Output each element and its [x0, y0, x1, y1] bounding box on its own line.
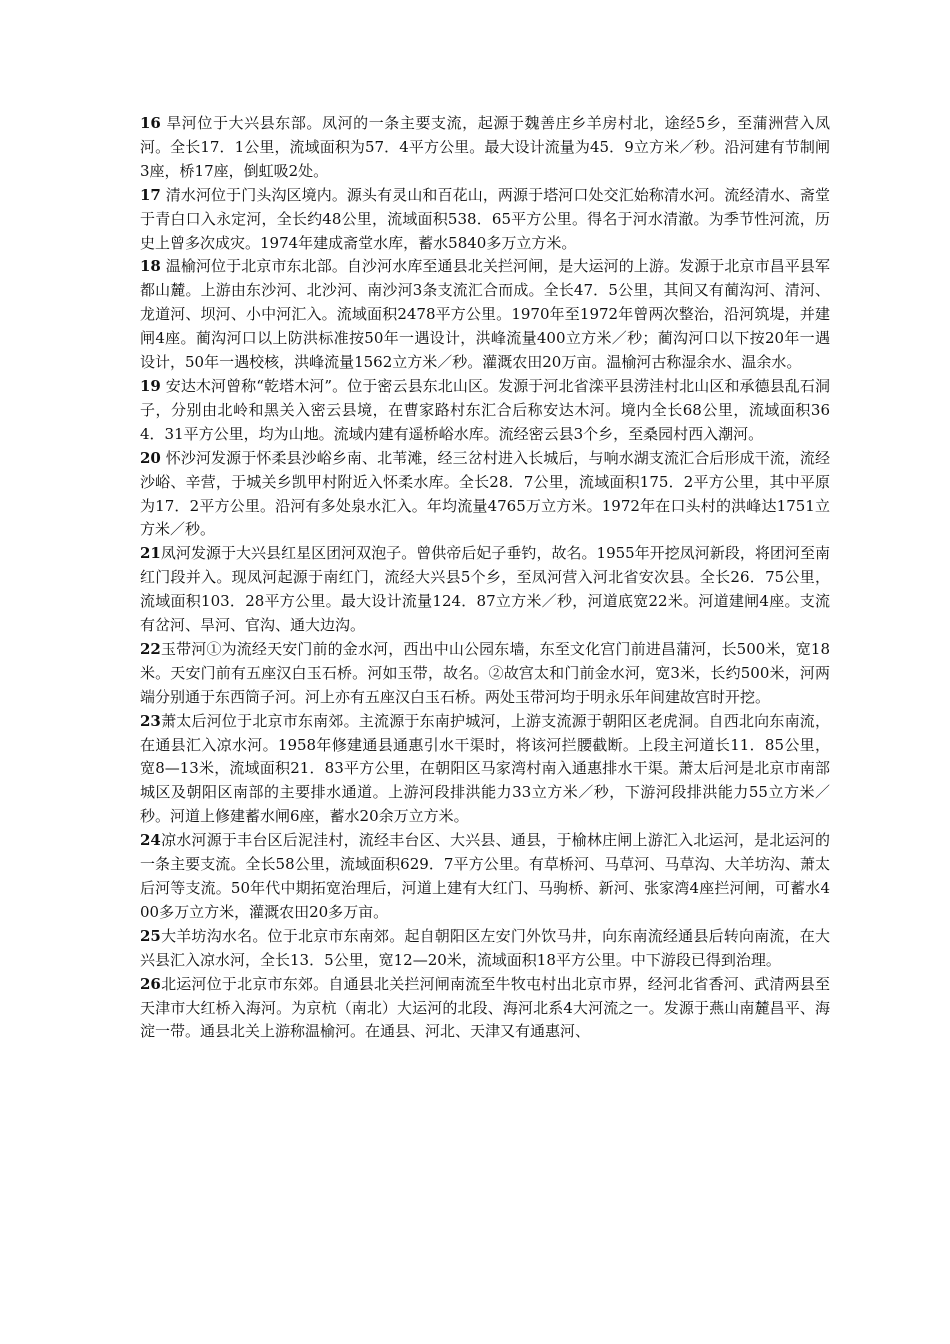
- entry-number: 23: [140, 711, 161, 730]
- entry-18: [140, 255, 830, 375]
- entry-text: 清水河位于门头沟区境内。源头有灵山和百花山，两源于塔河口处交汇始称清水河。流经清水、斋堂于青白口入永定河，全长约48公里，流域面积538．65平方公里。得名于河水清澈。为季节性河流，历史上曾多次成灾。1974年建成斋堂水库，蓄水5840多万立方米。: [140, 185, 830, 252]
- entry-26: [140, 973, 830, 1045]
- document-body: [140, 112, 830, 1044]
- entry-number: 26: [140, 974, 161, 993]
- entry-25: [140, 925, 830, 973]
- entry-19: [140, 375, 830, 447]
- entry-17: [140, 184, 830, 256]
- entry-text: 凤河发源于大兴县红星区团河双泡子。曾供帝后妃子垂钓，故名。1955年开挖凤河新段，将团河至南红门段并入。现凤河起源于南红门，流经大兴县5个乡，至凤河营入河北省安次县。全长26．75公里，流域面积103．28平方公里。最大设计流量124．87立方米／秒，河道底宽22米。河道建闸4座。支流有岔河、旱河、官沟、通大边沟。: [140, 544, 830, 635]
- entry-text: 温榆河位于北京市东北部。自沙河水库至通县北关拦河闸，是大运河的上游。发源于北京市昌平县军都山麓。上游由东沙河、北沙河、南沙河3条支流汇合而成。全长47．5公里，其间又有蔺沟河、清河、龙道河、坝河、小中河汇入。流域面积2478平方公里。1970年至1972年曾两次整治，沿河筑堤，并建闸4座。蔺沟河口以上防洪标准按50年一遇设计，洪峰流量400立方米／秒；蔺沟河口以下按20年一遇设计，50年一遇校核，洪峰流量1562立方米／秒。灌溉农田20万亩。温榆河古称湿余水、温余水。: [140, 257, 830, 372]
- entry-text: 北运河位于北京市东郊。自通县北关拦河闸南流至牛牧屯村出北京市界，经河北省香河、武清两县至天津市大红桥入海河。为京杭（南北）大运河的北段、海河北系4大河流之一。发源于燕山南麓昌平、海淀一带。通县北关上游称温榆河。在通县、河北、天津又有通惠河、: [140, 974, 830, 1041]
- entry-number: 21: [140, 544, 161, 563]
- entry-number: 24: [140, 831, 161, 850]
- entry-text: 旱河位于大兴县东部。凤河的一条主要支流，起源于魏善庄乡羊房村北，途经5乡，至蒲洲营入凤河。全长17．1公里，流域面积为57．4平方公里。最大设计流量为45．9立方米／秒。沿河建有节制闸3座，桥17座，倒虹吸2处。: [140, 114, 830, 180]
- entry-number: 16: [140, 114, 161, 132]
- entry-text: 怀沙河发源于怀柔县沙峪乡南、北苇滩，经三岔村进入长城后，与响水湖支流汇合后形成干流，流经沙峪、辛营，于城关乡凯甲村附近入怀柔水库。全长28．7公里，流域面积175．2平方公里，其中平原为17．2平方公里。沿河有多处泉水汇入。年均流量4765万立方米。1972年在口头村的洪峰达1751立方米／秒。: [140, 448, 830, 539]
- entry-number: 22: [140, 639, 161, 658]
- entry-text: 萧太后河位于北京市东南郊。主流源于东南护城河，上游支流源于朝阳区老虎洞。自西北向东南流，在通县汇入凉水河。1958年修建通县通惠引水干渠时，将该河拦腰截断。上段主河道长11．85公里，宽8—13米，流域面积21．83平方公里，在朝阳区马家湾村南入通惠排水干渠。萧太后河是北京市南部城区及朝阳区南部的主要排水通道。上游河段排洪能力33立方米／秒，下游河段排洪能力55立方米／秒。河道上修建蓄水闸6座，蓄水20余万立方米。: [140, 711, 830, 826]
- entry-16: [140, 112, 830, 184]
- entry-text: 凉水河源于丰台区后泥洼村，流经丰台区、大兴县、通县，于榆林庄闸上游汇入北运河，是北运河的一条主要支流。全长58公里，流域面积629．7平方公里。有草桥河、马草河、马草沟、大羊坊沟、萧太后河等支流。50年代中期拓宽治理后，河道上建有大红门、马驹桥、新河、张家湾4座拦河闸，可蓄水400多万立方米，灌溉农田20多万亩。: [140, 831, 830, 921]
- entry-text: 玉带河①为流经天安门前的金水河，西出中山公园东墙，东至文化宫门前进昌蒲河，长500米，宽18米。天安门前有五座汉白玉石桥。河如玉带，故名。②故宫太和门前金水河，宽3米，长约500米，河两端分别通于东西筒子河。河上亦有五座汉白玉石桥。两处玉带河均于明永乐年间建故宫时开挖。: [140, 639, 830, 706]
- entry-number: 17: [140, 185, 161, 204]
- entry-20: [140, 447, 830, 543]
- entry-text: 安达木河曾称“乾塔木河”。位于密云县东北山区。发源于河北省滦平县涝洼村北山区和承德县乱石洞子，分别由北岭和黑关入密云县境，在曹家路村东汇合后称安达木河。境内全长68公里，流域面积364．31平方公里，均为山地。流域内建有遥桥峪水库。流经密云县3个乡，至桑园村西入潮河。: [140, 376, 830, 443]
- entry-number: 20: [140, 448, 161, 467]
- entry-text: 大羊坊沟水名。位于北京市东南郊。起自朝阳区左安门外饮马井，向东南流经通县后转向南流，在大兴县汇入凉水河，全长13．5公里，宽12—20米，流域面积18平方公里。中下游段已得到治理。: [140, 926, 830, 969]
- entry-22: [140, 638, 830, 710]
- entry-number: 25: [140, 926, 161, 945]
- entry-number: 18: [140, 257, 161, 276]
- entry-21: [140, 542, 830, 638]
- entry-24: [140, 829, 830, 925]
- entry-23: [140, 710, 830, 830]
- entry-number: 19: [140, 376, 161, 395]
